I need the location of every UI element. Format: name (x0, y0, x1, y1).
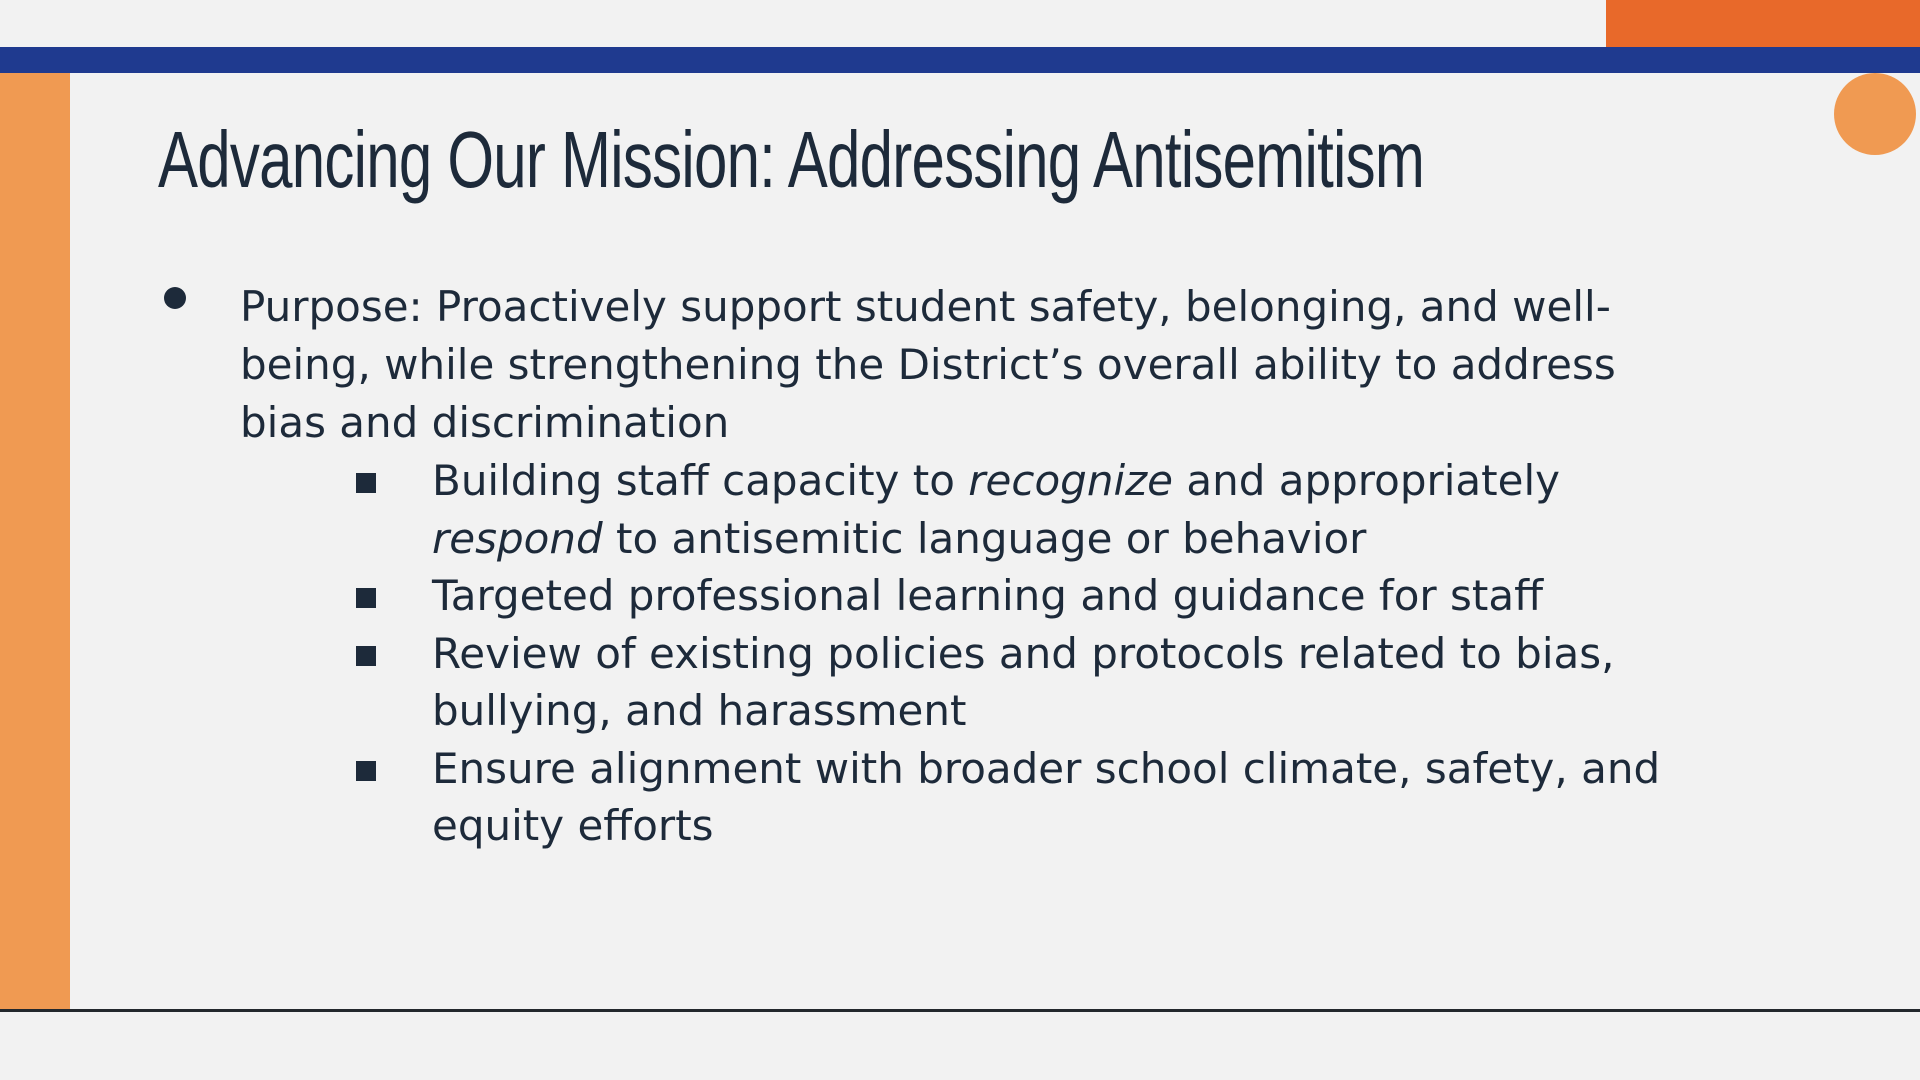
text-segment: to antisemitic language or behavior (602, 513, 1367, 563)
main-bullet-text: Purpose: Proactively support student safety, belonging, and well-being, while strengthening the District’s overall ability to address bias and discrimination (240, 282, 1616, 447)
sub-bullet-text: Targeted professional learning and guidance for staff (432, 571, 1544, 620)
list-item (356, 625, 1756, 740)
slide-title: Advancing Our Mission: Addressing Antisemitism (158, 115, 1425, 204)
sub-bullet-text (432, 456, 1560, 563)
square-bullet-icon (356, 473, 376, 493)
square-bullet-icon (356, 761, 376, 781)
sub-bullet-text: Ensure alignment with broader school climate, safety, and equity efforts (432, 743, 1661, 850)
emphasis-recognize: recognize (968, 456, 1174, 505)
list-item (356, 452, 1756, 567)
list-item (356, 740, 1756, 855)
square-bullet-icon (356, 646, 376, 666)
text-segment: Building staff capacity to (432, 456, 969, 505)
list-item (356, 567, 1756, 625)
circle-bullet-icon (164, 287, 186, 309)
sub-bullet-list (356, 452, 1756, 855)
sub-bullet-text: Review of existing policies and protocols related to bias, bullying, and harassment (432, 628, 1615, 735)
emphasis-respond: respond (432, 513, 603, 563)
text-segment: and appropriately (1173, 456, 1560, 505)
square-bullet-icon (356, 588, 376, 608)
